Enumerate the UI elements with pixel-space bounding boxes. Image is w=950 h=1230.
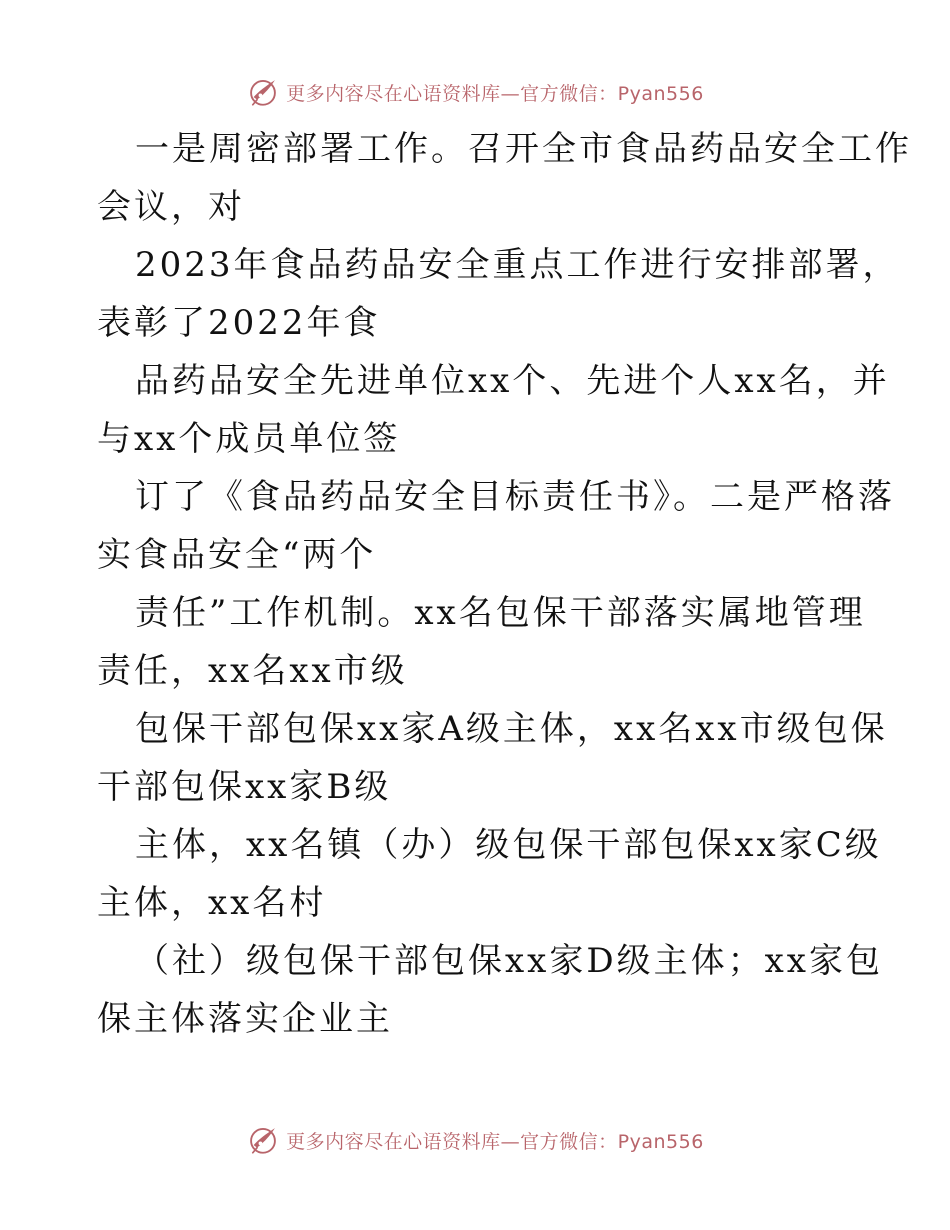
body-text-line: 干部包保xx家B级	[97, 767, 392, 807]
body-text-line: 主体，xx名镇（办）级包保干部包保xx家C级	[135, 825, 882, 865]
quill-pen-logo-icon	[246, 1123, 280, 1157]
footer-banner	[0, 1120, 950, 1160]
footer-banner-text-cn: 更多内容尽在心语资料库—官方微信：	[286, 1130, 618, 1153]
body-text-line: （社）级包保干部包保xx家D级主体；xx家包	[135, 941, 883, 981]
footer-banner-inner	[246, 1123, 704, 1157]
document-body	[97, 120, 912, 1048]
body-text-line: 责任”工作机制。xx名包保干部落实属地管理	[135, 593, 866, 633]
body-text-line: 责任，xx名xx市级	[97, 651, 408, 691]
body-text-line: 主体，xx名村	[97, 883, 327, 923]
body-text-line: 会议，对	[97, 187, 245, 227]
body-text-line: 一是周密部署工作。召开全市食品药品安全工作	[135, 129, 912, 169]
body-text-line: 保主体落实企业主	[97, 999, 393, 1039]
footer-banner-text	[286, 1127, 704, 1154]
quill-pen-logo-icon	[246, 75, 280, 109]
footer-banner-wechat-id: Pyan556	[617, 1130, 704, 1153]
header-banner-inner	[246, 75, 704, 109]
body-text-line: 包保干部包保xx家A级主体，xx名xx市级包保	[135, 709, 888, 749]
header-banner	[0, 72, 950, 112]
body-text-line: 2023年食品药品安全重点工作进行安排部署，	[135, 245, 900, 285]
body-text-line: 订了《食品药品安全目标责任书》。二是严格落	[135, 477, 895, 517]
body-text-line: 与xx个成员单位签	[97, 419, 401, 459]
header-banner-text-cn: 更多内容尽在心语资料库—官方微信：	[286, 82, 618, 105]
header-banner-wechat-id: Pyan556	[617, 82, 704, 105]
body-text-line: 表彰了2022年食	[97, 303, 381, 343]
body-text-line: 品药品安全先进单位xx个、先进个人xx名，并	[135, 361, 890, 401]
header-banner-text	[286, 79, 704, 106]
body-text-line: 实食品安全“两个	[97, 535, 377, 575]
